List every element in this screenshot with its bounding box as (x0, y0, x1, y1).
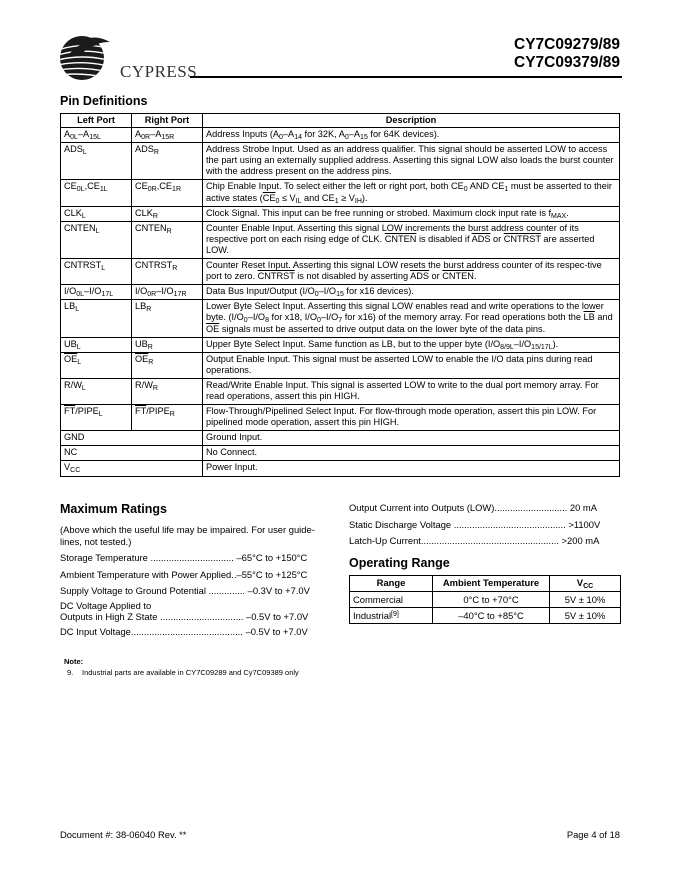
vcc-cell: 5V ± 10% (550, 591, 621, 607)
latch-up-current: Latch-Up Current..................................................... >200 mA (349, 535, 600, 546)
static-discharge-voltage: Static Discharge Voltage ........................................... >1100V (349, 519, 601, 530)
table-row: $CE_{0L},CE_{1L}$ $CE_{0R},CE_{1R}$ Chip Enable Input. To select either the left or right port, both $CE_0$ AND $CE_1$ must be asserted to their active states ($\overline{CE}_0 \le V_{IL}$ and $CE_1 \ge V_{IH}$). (61, 180, 620, 206)
col-ambient-temperature: Ambient Temperature (433, 576, 550, 592)
table-row: $\overline{FT}/PIPE_L$ $\overline{FT}/PIPE_R$ Flow-Through/Pipelined Select Input. For flow-through mode operation, assert this pin LOW. For pipelined mode operation, assert this pin HIGH. (61, 405, 620, 431)
temp-cell: –40°C to +85°C (433, 607, 550, 623)
table-header-row (350, 576, 621, 592)
table-row: $I/O_{0L}-I/O_{17L}$ $I/O_{0R}-I/O_{17R}$ Data Bus Input/Output ($I/O_0-I/O_{15}$ for x16 devices). (61, 285, 620, 300)
table-row: $UB_L$ $UB_R$ Upper Byte Select Input. Same function as LB, but to the upper byte $(I/O_{8/9L}-I/O_{15/17L})$. (61, 337, 620, 352)
dc-voltage-line-1: DC Voltage Applied to (60, 600, 152, 611)
note-text: Industrial parts are available in CY7C09289 and Cy7C09389 only (82, 668, 299, 677)
table-row: $CNTRST_L$ $CNTRST_R$ Counter Reset Input. Asserting this signal LOW resets the burst address counter of its respec-tive port to zero. CNTRST is not disabled by asserting $\overline{ADS}$ or CNTEN. (61, 259, 620, 285)
col-left-port: Left Port (61, 114, 132, 128)
note-label: Note: (64, 657, 84, 666)
table-row: $R/W_L$ $R/W_R$ Read/Write Enable Input. This signal is asserted LOW to write to the dual port memory array. For read operations, assert this pin HIGH. (61, 378, 620, 404)
page-number: Page 4 of 18 (566, 829, 620, 840)
table-row: $V_{CC}$ Power Input. (61, 461, 620, 476)
col-vcc: $V_{CC}$ (550, 576, 621, 592)
note-number: 9. (67, 668, 74, 677)
table-header-row (61, 114, 620, 128)
maximum-ratings-title: Maximum Ratings (60, 502, 167, 516)
table-row: $CLK_L$ $CLK_R$ Clock Signal. This input can be free running or strobed. Maximum clock input rate is $f_{MAX}$. (61, 206, 620, 221)
max-ratings-intro: (Above which the useful life may be impaired. For user guide-lines, not tested.) (60, 524, 315, 547)
part-number-1: CY7C09279/89 (514, 36, 620, 53)
col-range: Range (350, 576, 433, 592)
table-row: $A_{0L}-A_{15L}$ $A_{0R}-A_{15R}$ Address Inputs ($A_0-A_{14}$ for 32K, $A_0-A_{15}$ for 64K devices). (61, 128, 620, 143)
table-row: GND Ground Input. (61, 431, 620, 446)
table-row: $CNTEN_L$ $CNTEN_R$ Counter Enable Input. Asserting this signal LOW increments the burst address counter of its respective port on each rising edge of CLK. CNTEN is disabled if $\overline{ADS}$ or CNTRST are asserted LOW. (61, 221, 620, 258)
ambient-temperature: Ambient Temperature with Power Applied..–55°C to +125°C (60, 569, 308, 580)
dc-voltage-line-2: Outputs in High Z State ................................ –0.5V to +7.0V (60, 611, 309, 622)
table-row: $\overline{OE}_L$ $\overline{OE}_R$ Output Enable Input. This signal must be asserted LOW to enable the I/O data pins during read operations. (61, 352, 620, 378)
logo-text: CYPRESS (120, 62, 198, 81)
col-description: Description (203, 114, 620, 128)
table-row: NC No Connect. (61, 446, 620, 461)
document-number: Document #: 38-06040 Rev. ** (60, 829, 187, 840)
cypress-logo (58, 34, 198, 86)
table-row (350, 591, 621, 607)
range-cell: Commercial (350, 591, 433, 607)
output-current: Output Current into Outputs (LOW)............................ 20 mA (349, 502, 597, 513)
temp-cell: 0°C to +70°C (433, 591, 550, 607)
table-row: $LB_L$ $LB_R$ Lower Byte Select Input. Asserting this signal LOW enables read and write operations to the lower byte. ($I/O_0-I/O_8$ for x18, $I/O_0-I/O_7$ for x16) of the memory array. For read operations both the $\overline{LB}$ and $\overline{OE}$ signals must be asserted to drive output data on the lower byte of the data pins. (61, 300, 620, 337)
part-number-2: CY7C09379/89 (514, 54, 620, 71)
range-cell: Industrial[9] (350, 607, 433, 623)
pin-definitions-title: Pin Definitions (60, 94, 148, 108)
pin-definitions-table (60, 113, 620, 477)
supply-voltage: Supply Voltage to Ground Potential .............. –0.3V to +7.0V (60, 585, 310, 596)
header-rule (190, 76, 622, 78)
dc-input-voltage: DC Input Voltage........................................... –0.5V to +7.0V (60, 626, 308, 637)
operating-range-title: Operating Range (349, 556, 450, 570)
operating-range-table (349, 575, 621, 624)
table-row (350, 607, 621, 623)
storage-temperature: Storage Temperature ................................ –65°C to +150°C (60, 552, 308, 563)
footnote-ref: [9] (391, 610, 399, 618)
vcc-cell: 5V ± 10% (550, 607, 621, 623)
table-row: $ADS_L$ $ADS_R$ Address Strobe Input. Used as an address qualifier. This signal should be asserted LOW to access the part using an externally supplied address. Asserting this signal LOW also loads the burst counter with the address present on the address pins. (61, 143, 620, 180)
col-right-port: Right Port (132, 114, 203, 128)
